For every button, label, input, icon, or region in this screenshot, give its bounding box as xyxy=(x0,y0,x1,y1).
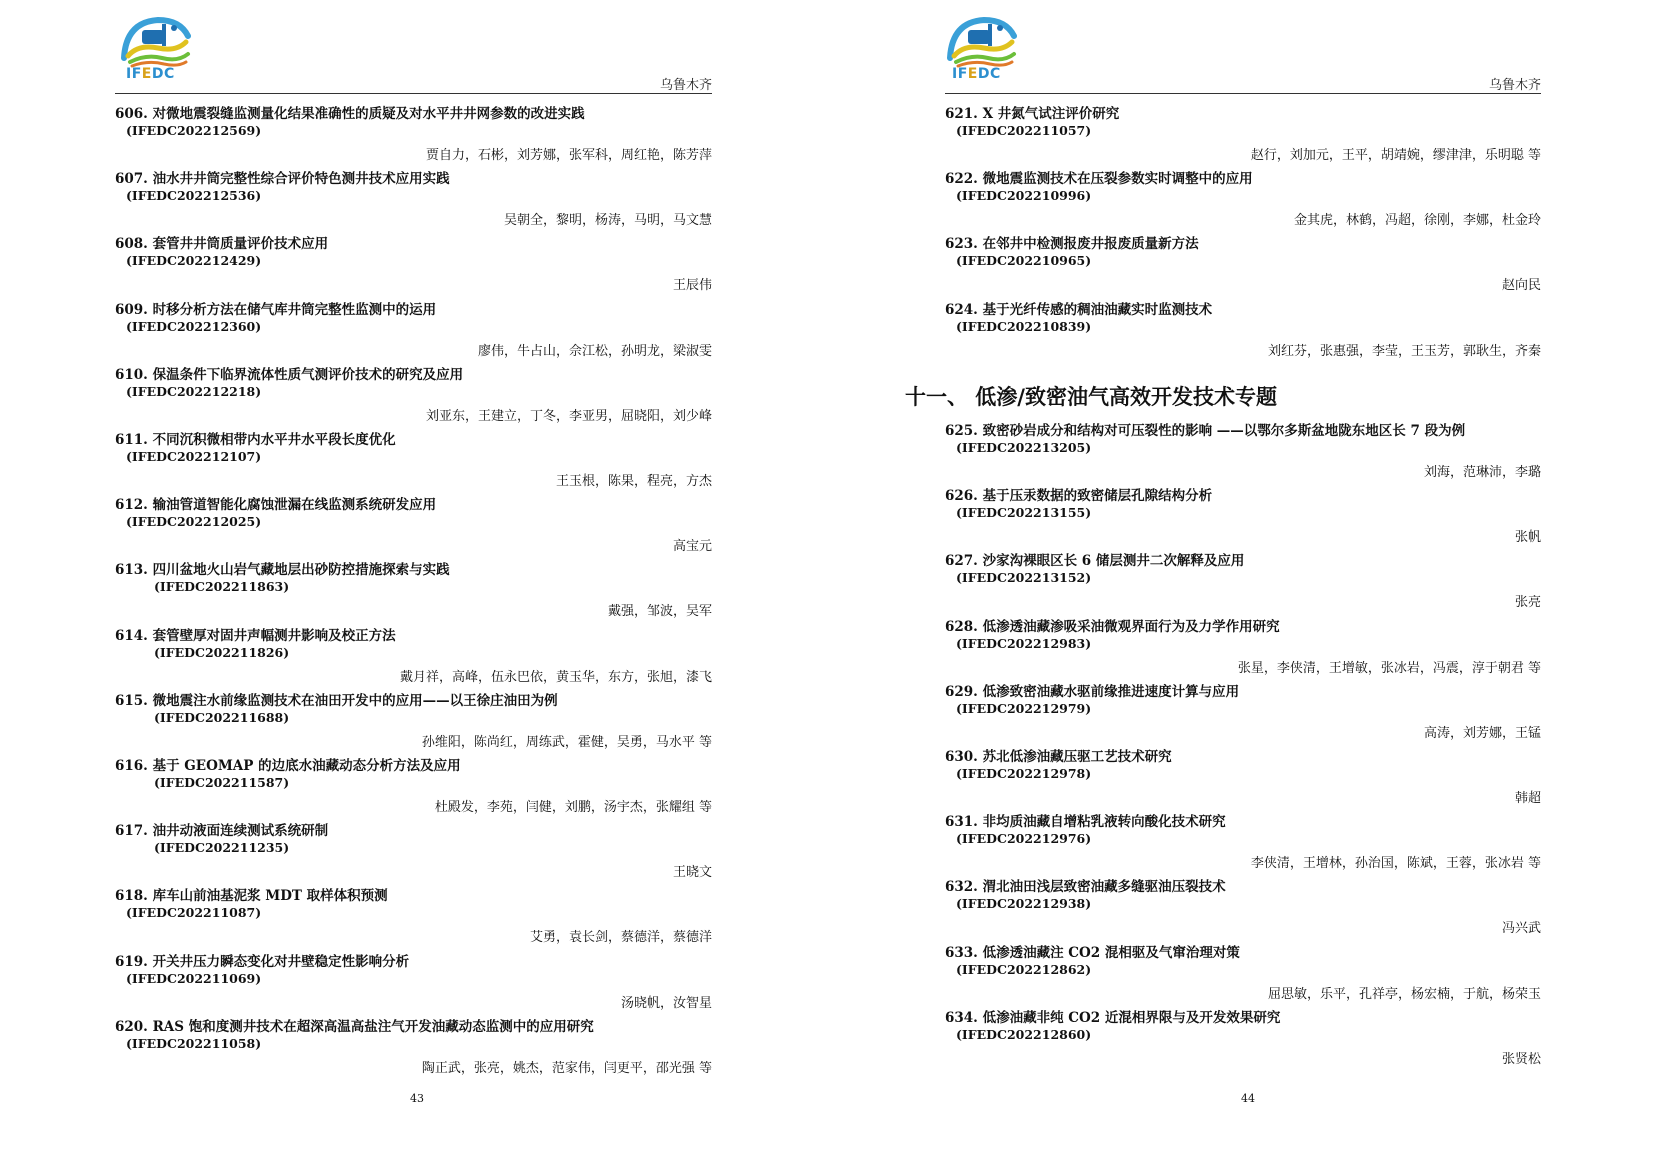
paper-id: (IFEDC202212107) xyxy=(126,449,262,464)
paper-entry xyxy=(115,884,712,946)
logo-text: IFEDC xyxy=(952,66,1001,82)
paper-authors: 张帆 xyxy=(1514,530,1541,546)
paper-authors: 孙维阳，陈尚红，周练武，霍健，吴勇，马水平 等 xyxy=(421,734,712,750)
header-rule xyxy=(115,93,712,94)
paper-entry xyxy=(945,615,1541,677)
paper-authors: 杜殿发，李苑，闫健，刘鹏，汤宇杰，张耀组 等 xyxy=(434,800,712,815)
paper-authors: 张星，李侠清，王增敏，张冰岩，冯震，淳于朝君 等 xyxy=(1237,660,1541,676)
paper-title: 619. 开关井压力瞬态变化对井壁稳定性影响分析 xyxy=(115,953,410,970)
paper-title: 621. X 井氮气试注评价研究 xyxy=(945,106,1120,122)
paper-authors: 贾自力，石彬，刘芳娜，张军科，周红艳，陈芳萍 xyxy=(425,148,712,163)
logo-graphic-icon xyxy=(944,14,1022,70)
paper-id: (IFEDC202211069) xyxy=(126,970,262,986)
paper-id: (IFEDC202212938) xyxy=(956,896,1092,912)
paper-authors: 王晓文 xyxy=(672,865,712,881)
paper-entry xyxy=(115,558,712,620)
paper-id: (IFEDC202211826) xyxy=(154,644,290,660)
paper-title: 617. 油井动液面连续测试系统研制 xyxy=(115,823,329,840)
paper-entry xyxy=(945,549,1541,611)
paper-authors: 冯兴武 xyxy=(1501,921,1541,937)
paper-id: (IFEDC202211058) xyxy=(126,1035,262,1051)
paper-title: 620. RAS 饱和度测井技术在超深高温高盐注气开发油藏动态监测中的应用研究 xyxy=(115,1018,594,1035)
paper-id: (IFEDC202210965) xyxy=(956,253,1092,269)
paper-entry xyxy=(115,624,712,686)
paper-entry xyxy=(945,484,1541,546)
paper-id: (IFEDC202212429) xyxy=(126,253,262,269)
paper-authors: 赵向民 xyxy=(1501,278,1541,294)
paper-id: (IFEDC202212025) xyxy=(126,514,262,530)
paper-authors: 刘红芬，张惠强，李莹，王玉芳，郭耿生，齐秦 xyxy=(1267,343,1541,359)
page-number: 43 xyxy=(410,1092,424,1105)
paper-authors: 李侠清，王增林，孙治国，陈斌，王蓉，张冰岩 等 xyxy=(1250,856,1541,872)
paper-id: (IFEDC202211087) xyxy=(126,905,262,921)
paper-id: (IFEDC202212860) xyxy=(956,1026,1092,1042)
paper-title: 613. 四川盆地火山岩气藏地层出砂防控措施探索与实践 xyxy=(115,562,450,579)
paper-title: 623. 在邻井中检测报废井报废质量新方法 xyxy=(945,236,1199,253)
paper-title: 627. 沙家沟裸眼区长 6 储层测井二次解释及应用 xyxy=(945,553,1245,570)
paper-entry xyxy=(115,428,712,490)
header-city: 乌鲁木齐 xyxy=(1488,78,1541,93)
paper-id: (IFEDC202213152) xyxy=(956,570,1092,586)
paper-entry xyxy=(945,875,1541,937)
paper-title: 633. 低渗透油藏注 CO2 混相驱及气窜治理对策 xyxy=(945,944,1240,961)
paper-authors: 吴朝全，黎明，杨涛，马明，马文慧 xyxy=(503,213,712,229)
paper-title: 611. 不同沉积微相带内水平井水平段长度优化 xyxy=(115,432,396,448)
paper-entry xyxy=(115,493,712,555)
paper-title: 608. 套管井井筒质量评价技术应用 xyxy=(115,236,329,253)
paper-id: (IFEDC202211688) xyxy=(154,709,290,725)
paper-entry xyxy=(945,232,1541,294)
logo-graphic-icon xyxy=(118,14,196,70)
paper-id: (IFEDC202212536) xyxy=(126,188,262,204)
paper-id: (IFEDC202212360) xyxy=(126,318,262,334)
paper-authors: 汤晓帆，汝智星 xyxy=(620,995,712,1011)
header-rule xyxy=(945,93,1541,94)
paper-title: 616. 基于 GEOMAP 的边底水油藏动态分析方法及应用 xyxy=(115,758,461,774)
ifedc-logo xyxy=(944,14,1022,86)
paper-entry xyxy=(945,745,1541,807)
paper-authors: 刘亚东，王建立，丁冬，李亚男，屈晓阳，刘少峰 xyxy=(425,408,712,424)
paper-title: 630. 苏北低渗油藏压驱工艺技术研究 xyxy=(945,749,1172,765)
paper-id: (IFEDC202212569) xyxy=(126,123,262,138)
paper-title: 631. 非均质油藏自增粘乳液转向酸化技术研究 xyxy=(945,814,1226,831)
paper-title: 618. 库车山前油基泥浆 MDT 取样体积预测 xyxy=(115,888,388,905)
paper-entry xyxy=(115,298,712,360)
paper-id: (IFEDC202212976) xyxy=(956,831,1092,847)
paper-entry xyxy=(115,232,712,294)
paper-authors: 张贤松 xyxy=(1501,1051,1541,1067)
paper-authors: 张亮 xyxy=(1514,595,1541,611)
paper-authors: 廖伟，牛占山，佘江松，孙明龙，梁淑雯 xyxy=(477,343,712,359)
paper-authors: 金其虎，林鹤，冯超，徐刚，李娜，杜金玲 xyxy=(1293,213,1541,229)
paper-authors: 艾勇，袁长剑，蔡德洋，蔡德洋 xyxy=(529,930,712,946)
paper-id: (IFEDC202212979) xyxy=(956,700,1092,716)
logo-text: IFEDC xyxy=(126,66,175,82)
paper-entry xyxy=(945,680,1541,742)
paper-entry xyxy=(115,363,712,425)
paper-authors: 屈思敏，乐平，孔祥亭，杨宏楠，于航，杨荣玉 xyxy=(1267,986,1541,1002)
paper-entry xyxy=(945,167,1541,229)
paper-title: 629. 低渗致密油藏水驱前缘推进速度计算与应用 xyxy=(945,683,1240,700)
paper-id: (IFEDC202210839) xyxy=(956,318,1092,334)
paper-entry xyxy=(945,1006,1541,1068)
paper-id: (IFEDC202212978) xyxy=(956,766,1092,781)
paper-authors: 刘海，范琳沛，李璐 xyxy=(1423,465,1541,480)
paper-id: (IFEDC202212983) xyxy=(956,635,1092,651)
paper-authors: 高涛，刘芳娜，王锰 xyxy=(1423,725,1541,741)
paper-title: 614. 套管壁厚对固井声幅测井影响及校正方法 xyxy=(115,627,396,644)
paper-entry xyxy=(115,167,712,229)
paper-title: 609. 时移分析方法在储气库井筒完整性监测中的运用 xyxy=(115,301,437,318)
paper-entry xyxy=(115,689,712,751)
paper-entry xyxy=(945,102,1541,164)
paper-title: 625. 致密砂岩成分和结构对可压裂性的影响 ——以鄂尔多斯盆地陇东地区长 7 段为例 xyxy=(945,423,1466,439)
paper-title: 607. 油水井井筒完整性综合评价特色测井技术应用实践 xyxy=(115,171,450,188)
paper-authors: 戴强，邹波，吴军 xyxy=(607,604,712,620)
paper-title: 626. 基于压汞数据的致密储层孔隙结构分析 xyxy=(945,488,1213,505)
paper-title: 622. 微地震监测技术在压裂参数实时调整中的应用 xyxy=(945,171,1253,188)
paper-id: (IFEDC202212862) xyxy=(956,961,1092,977)
paper-title: 634. 低渗油藏非纯 CO2 近混相界限与及开发效果研究 xyxy=(945,1009,1281,1026)
paper-entry xyxy=(945,419,1541,481)
paper-id: (IFEDC202211863) xyxy=(154,579,290,595)
page-number: 44 xyxy=(1241,1092,1255,1105)
paper-entry xyxy=(945,941,1541,1003)
paper-title: 615. 微地震注水前缘监测技术在油田开发中的应用——以王徐庄油田为例 xyxy=(115,692,558,709)
paper-entry xyxy=(115,950,712,1012)
paper-id: (IFEDC202210996) xyxy=(956,188,1092,204)
right-page xyxy=(827,0,1654,1169)
paper-id: (IFEDC202213205) xyxy=(956,440,1092,455)
paper-id: (IFEDC202211057) xyxy=(956,123,1092,138)
paper-id: (IFEDC202213155) xyxy=(956,505,1092,521)
paper-id: (IFEDC202211587) xyxy=(154,775,290,790)
paper-authors: 高宝元 xyxy=(672,539,712,555)
paper-authors: 王玉根，陈果，程亮，方杰 xyxy=(555,474,712,489)
paper-entry xyxy=(115,1015,712,1077)
paper-authors: 戴月祥，高峰，伍永巴依，黄玉华，东方，张旭，漆飞 xyxy=(399,669,712,685)
paper-title: 606. 对微地震裂缝监测量化结果准确性的质疑及对水平井井网参数的改进实践 xyxy=(115,106,585,122)
section-title: 十一、 低渗/致密油气高效开发技术专题 xyxy=(905,384,1277,409)
paper-authors: 韩超 xyxy=(1514,791,1541,806)
paper-entry xyxy=(945,298,1541,360)
paper-entry xyxy=(115,819,712,881)
ifedc-logo xyxy=(118,14,196,86)
paper-entry xyxy=(115,754,712,816)
paper-authors: 王辰伟 xyxy=(672,278,712,294)
paper-title: 628. 低渗透油藏渗吸采油微观界面行为及力学作用研究 xyxy=(945,618,1280,635)
paper-id: (IFEDC202211235) xyxy=(154,840,290,856)
paper-authors: 赵行，刘加元，王平，胡靖婉，缪津津，乐明聪 等 xyxy=(1250,148,1541,163)
paper-id: (IFEDC202212218) xyxy=(126,383,262,399)
paper-title: 624. 基于光纤传感的稠油油藏实时监测技术 xyxy=(945,301,1213,318)
paper-entry xyxy=(945,810,1541,872)
paper-title: 610. 保温条件下临界流体性质气测评价技术的研究及应用 xyxy=(115,366,464,383)
header-city: 乌鲁木齐 xyxy=(659,78,712,93)
paper-title: 632. 渭北油田浅层致密油藏多缝驱油压裂技术 xyxy=(945,879,1226,896)
paper-title: 612. 输油管道智能化腐蚀泄漏在线监测系统研发应用 xyxy=(115,497,437,514)
paper-entry xyxy=(115,102,712,164)
paper-authors: 陶正武，张亮，姚杰，范家伟，闫更平，邵光强 等 xyxy=(421,1060,712,1076)
